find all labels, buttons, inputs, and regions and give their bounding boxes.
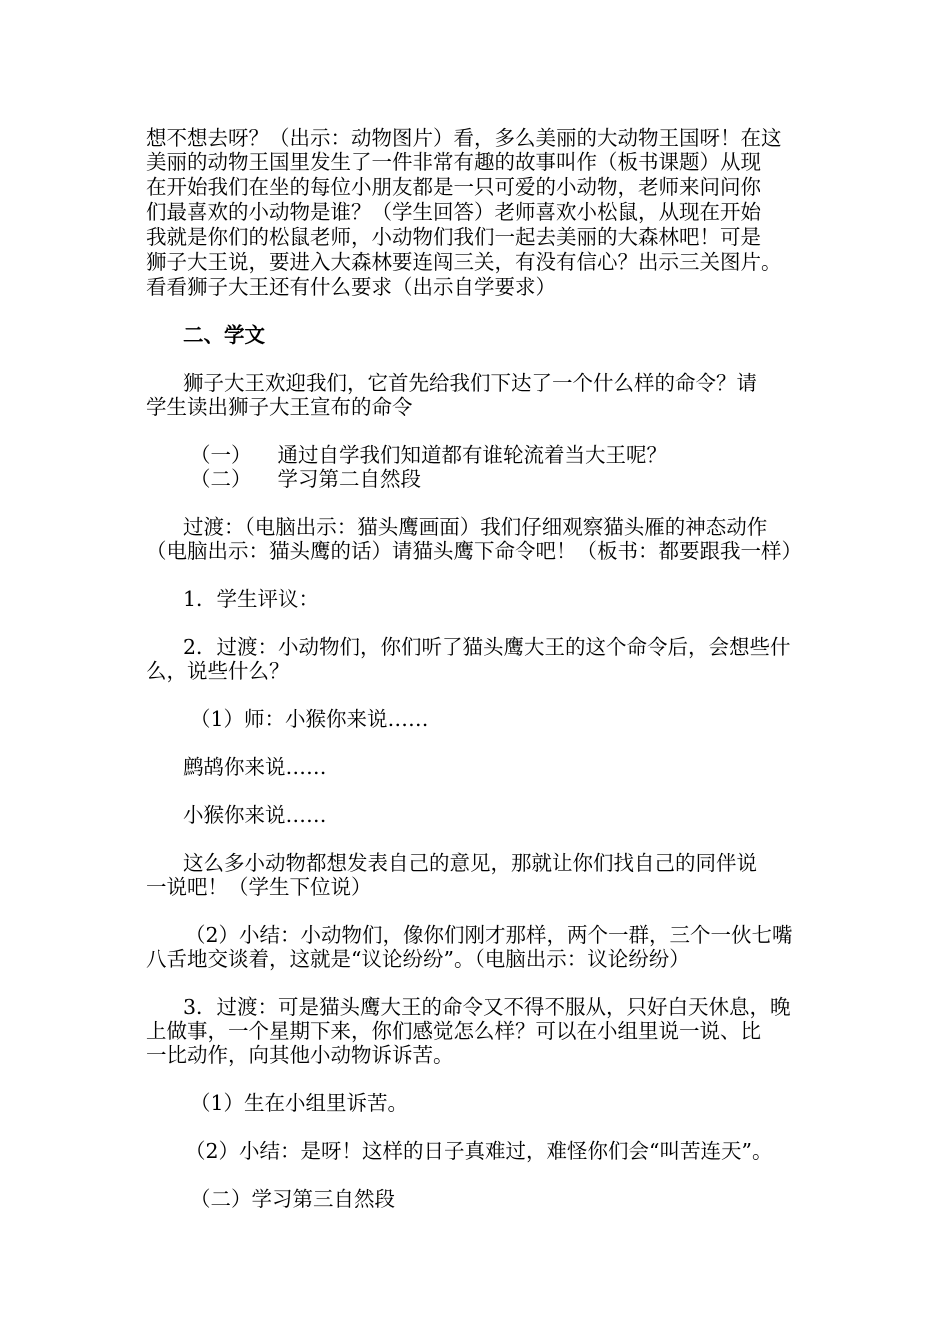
paragraph-line: 过渡：（电脑出示：猫头鹰画面）我们仔细观察猫头雁的神态动作: [183, 515, 768, 539]
paragraph-line: 学生读出狮子大王宣布的命令: [146, 395, 413, 419]
intro-line: 们最喜欢的小动物是谁？（学生回答）老师喜欢小松鼠，从现在开始: [146, 200, 761, 224]
step-line: 3．过渡：可是猫头鹰大王的命令又不得不服从，只好白天休息，晚: [183, 995, 791, 1019]
dialogue-line: 鹧鸪你来说……: [183, 755, 327, 779]
step-line: 么，说些什么？: [146, 659, 290, 683]
intro-line: 狮子大王说，要进入大森林要连闯三关，有没有信心？出示三关图片。: [146, 250, 782, 274]
step-line: 上做事，一个星期下来，你们感觉怎么样？可以在小组里说一说、比: [146, 1019, 761, 1043]
paragraph-line: 八舌地交谈着，这就是“议论纷纷”。（电脑出示：议论纷纷）: [146, 947, 690, 971]
list-text: 通过自学我们知道都有谁轮流着当大王呢？: [277, 443, 667, 467]
list-item: [190, 467, 421, 491]
step-line: 2．过渡：小动物们，你们听了猫头鹰大王的这个命令后，会想些什: [183, 635, 791, 659]
intro-line: 看看狮子大王还有什么要求（出示自学要求）: [146, 275, 556, 299]
step-line: 一比动作，向其他小动物诉诉苦。: [146, 1043, 454, 1067]
list-marker: （一）: [190, 443, 252, 467]
list-item: [190, 443, 667, 467]
paragraph-line: 这么多小动物都想发表自己的意见，那就让你们找自己的同伴说: [183, 851, 757, 875]
step-line: 1．学生评议：: [183, 587, 320, 611]
paragraph-line: 一说吧！（学生下位说）: [146, 875, 372, 899]
sub-item: （1）生在小组里诉苦。: [190, 1091, 409, 1115]
intro-line: 在开始我们在坐的每位小朋友都是一只可爱的小动物，老师来问问你: [146, 175, 761, 199]
sub-item: （2）小结：是呀！这样的日子真难过，难怪你们会“叫苦连天”。: [185, 1139, 773, 1163]
section-subheading: （二）学习第三自然段: [190, 1187, 395, 1211]
dialogue-line: （1）师：小猴你来说……: [190, 707, 429, 731]
list-marker: （二）: [190, 467, 252, 491]
section-heading: 二、学文: [183, 323, 265, 347]
paragraph-line: （2）小结：小动物们，像你们刚才那样，两个一群，三个一伙七嘴: [185, 923, 793, 947]
intro-line: 想不想去呀？（出示：动物图片）看，多么美丽的大动物王国呀！在这: [146, 126, 782, 150]
list-text: 学习第二自然段: [277, 467, 421, 491]
paragraph-line: 狮子大王欢迎我们，它首先给我们下达了一个什么样的命令？请: [183, 371, 757, 395]
intro-line: 美丽的动物王国里发生了一件非常有趣的故事叫作（板书课题）从现: [146, 150, 761, 174]
dialogue-line: 小猴你来说……: [183, 803, 327, 827]
paragraph-line: （电脑出示：猫头鹰的话）请猫头鹰下命令吧！（板书：都要跟我一样）: [146, 539, 802, 563]
intro-line: 我就是你们的松鼠老师，小动物们我们一起去美丽的大森林吧！可是: [146, 225, 761, 249]
